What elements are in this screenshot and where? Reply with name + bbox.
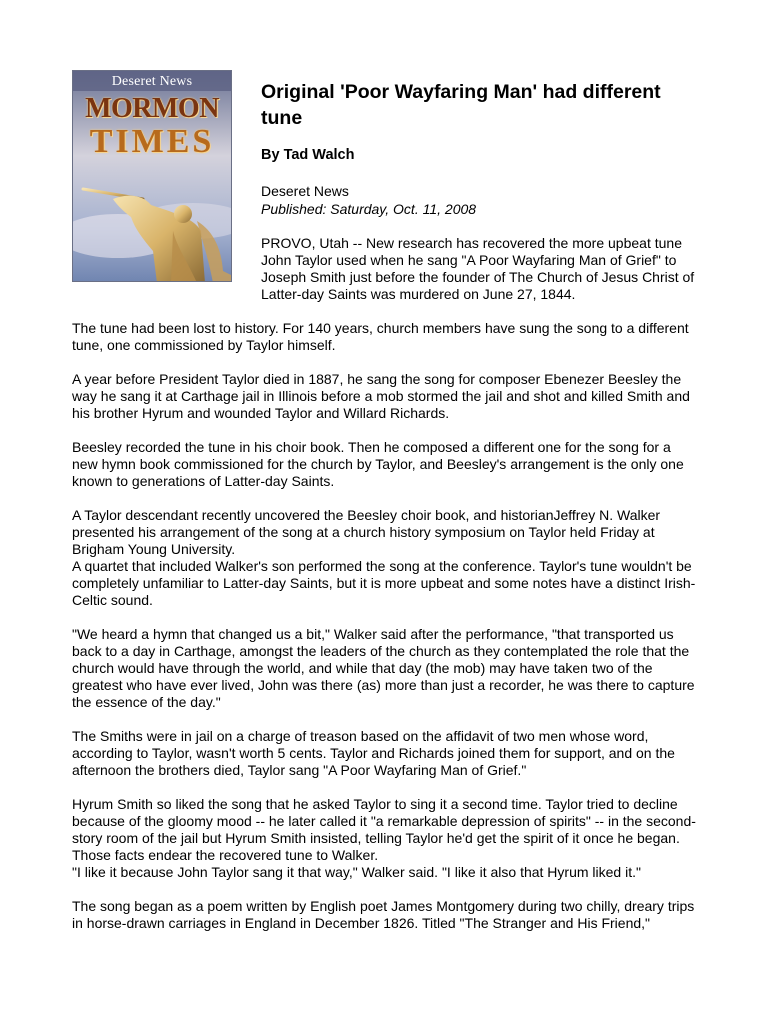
article-paragraph: A Taylor descendant recently uncovered the Beesley choir book, and historianJeffrey N. Walker presented his arrangement of the song at a church history symposium on Taylor held Friday at Brigham Young University. (72, 507, 661, 557)
article-paragraph: The tune had been lost to history. For 140 years, church members have sung the song to a different tune, one commissioned by Taylor himself. (72, 320, 689, 353)
article-paragraph: The song began as a poem written by English poet James Montgomery during two chilly, dreary trips in horse-drawn carriages in England in December 1826. Titled "The Stranger and His Friend," (72, 898, 695, 931)
masthead-title-line1: MORMON (85, 93, 219, 124)
article-lead-paragraph: PROVO, Utah -- New research has recovered the more upbeat tune John Taylor used when he sang "A Poor Wayfaring Man of Grief" to Joseph Smith just before the founder of The Church of Jesus Christ of Latter-day Saints was murdered on June 27, 1844. (261, 235, 695, 302)
article-paragraph: The Smiths were in jail on a charge of treason based on the affidavit of two men whose word, according to Taylor, wasn't worth 5 cents. Taylor and Richards joined them for support, and on the afternoon the brothers died, Taylor sang "A Poor Wayfaring Man of Grief." (72, 728, 675, 778)
article-paragraph: A year before President Taylor died in 1887, he sang the song for composer Ebenezer Beesley the way he sang it at Carthage jail in Illinois before a mob stormed the jail and shot and killed Smith and his brother Hyrum and wounded Taylor and Willard Richards. (72, 371, 690, 421)
article-paragraph: "We heard a hymn that changed us a bit," Walker said after the performance, "that transported us back to a day in Carthage, amongst the leaders of the church as they contemplated the role that the church would have through the world, and while that day (the mob) may have taken two of the greatest who have ever lived, John was there (as) more than just a recorder, he was there to capture the essence of the day." (72, 626, 695, 710)
article-paragraph: "I like it because John Taylor sang it that way," Walker said. "I like it also that Hyrum liked it." (72, 864, 641, 880)
masthead-title-line2: TIMES (89, 123, 215, 160)
masthead-publisher: Deseret News (111, 74, 193, 89)
article-source-block (261, 182, 476, 218)
article-source: Deseret News (261, 183, 349, 199)
article-published-date: Published: Saturday, Oct. 11, 2008 (261, 201, 477, 217)
article-paragraph: Hyrum Smith so liked the song that he asked Taylor to sing it a second time. Taylor tried to decline because of the gloomy mood -- he later called it "a remarkable depression of spirits" -- in the second-story room of the jail but Hyrum Smith insisted, telling Taylor he'd get the spirit of it once he began. Those facts endear the recovered tune to Walker. (72, 796, 696, 863)
article-headline: Original 'Poor Wayfaring Man' had different tune (261, 81, 661, 129)
mormon-times-masthead-image (72, 70, 232, 282)
article-paragraph: A quartet that included Walker's son performed the song at the conference. Taylor's tune wouldn't be completely unfamiliar to Latter-day Saints, but it is more upbeat and some notes have a distinct Irish-Celtic sound. (72, 558, 696, 608)
article-byline: By Tad Walch (261, 147, 355, 163)
article-body (72, 320, 700, 949)
article-paragraph: Beesley recorded the tune in his choir book. Then he composed a different one for the song for a new hymn book commissioned for the church by Taylor, and Beesley's arrangement is the only one known to generations of Latter-day Saints. (72, 439, 684, 489)
